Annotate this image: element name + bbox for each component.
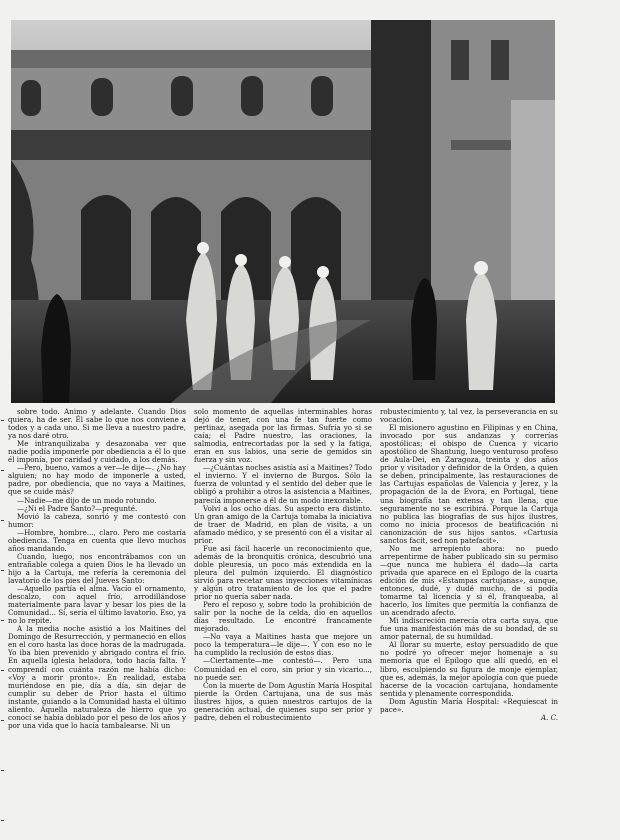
paragraph: Volví a los ocho días. Su aspecto era distinto. Un gran amigo de la Cartuja tomaba la iniciativa de traer de Madrid, en plan de visita, a un afamado médico, y se presentó con él a visitar al prior. [194, 503, 372, 545]
paragraph: —Nadie—me dijo de un modo rotundo. [17, 495, 157, 505]
paragraph: Dom Agustín María Hospital: «Requiescat in pace». [380, 696, 558, 714]
paragraph: Cuando, luego, nos encontrábamos con un entrañable colega a quien Dios le ha llevado un hijo a la Cartuja, me refería la ceremonia del lavatorio de los pies del Jueves Santo: [8, 551, 186, 585]
paragraph: robustecimiento y, tal vez, la perseverancia en su vocación. [380, 408, 558, 425]
column-2 [194, 408, 372, 833]
cloister-procession-photo [11, 20, 555, 403]
margin-ticks [0, 0, 6, 840]
paragraph: Al llorar su muerte, estoy persuadido de que no podré yo ofrecer mejor homenaje a su memoria que el Epílogo que allí quedó, en el libro, esculpiendo su figura de monje ejemplar, que es, además, la mejor apología con que puede hacerse de la vocación cartujana, hondamente sentida y plenamente correspondida. [380, 640, 558, 698]
author-signature: A. C. [540, 712, 558, 722]
paragraph: —¿Cuántas noches asistía así a Maitines? Todo el invierno. Y el invierno de Burgos. Sólo la fuerza de voluntad y el sentido del deber que le obligó a prohibir a otros la asistencia a Maitines, parecía imponerse a él de un modo inexorable. [194, 463, 372, 505]
paragraph: —Aquello partía el alma. Vacío el ornamento, descalzo, con aquel frío, arrodillándose materialmente para lavar y besar los pies de la Comunidad... Sí, sería el último lavatorio. Eso, ya no lo repite. [8, 584, 186, 626]
article-body [8, 408, 558, 833]
paragraph: —Ciertamente—me contestó—. Pero una Comunidad en el coro, sin prior y sin vicario..., no puede ser. [194, 656, 372, 682]
paragraph: —Hombre, hombre..., claro. Pero me costaría obediencia. Tenga en cuenta que llevo muchos años mandando. [8, 527, 186, 553]
paragraph: solo momento de aquellas interminables horas dejó de tener, con una fe tan fuerte como pertinaz, asegada por las firmas. Sufría yo si se caía; el Padre nuestro, las oraciones, la salmodia, entrecortadas por la sed y la fatiga, eran en sus labios, una serie de gemidos sin fuerza y sin voz. [194, 408, 372, 465]
paragraph: Movió la cabeza, sonrió y me contestó con humor: [8, 511, 186, 529]
paragraph: —No vaya a Maitines hasta que mejore un poco la temperatura—le dije—. Y con eso no le ha cumplido la reclusión de estos días. [194, 632, 372, 658]
paragraph: El misionero agustino en Filipinas y en China, invocado por sus andanzas y correrías apostólicas; el obispo de Cuenca y vicario apostólico de Shantung, luego venturoso profeso de Aula-Dei, en Zaragoza, treinta y dos años prior y visitador y definidor de la Orden, a quien se deben, principalmente, las restauraciones de las Cartujas españolas de Valencia y Jerez, y la propagación de la de Evora, en Portugal, tiene una biografía tan extensa y tan llena, que seguramente no se escribirá. Porque la Cartuja no publica las biografías de sus hijos ilustres, como no inicia procesos de beatificación ni canonización de sus hijos santos. «Cartusia sanctos facit, sed non patefacit». [380, 423, 558, 545]
column-3 [380, 408, 558, 833]
paragraph: Fue así fácil hacerle un reconocimiento que, además de la bronquitis crónica, descubrió una doble pleuresía, un poco más extendida en la pleura del pulmón izquierdo. El diagnóstico sirvió para recetar unas inyecciones vitamínicas y algún otro tratamiento de los que el padre prior no quería saber nada. [194, 543, 372, 602]
paragraph: A la media noche asistió a los Maitines del Domingo de Resurrección, y permaneció en ellos en el coro hasta las doce horas de la madrugada. Yo iba bien prevenido y abrigado contra el frío. En aquella iglesia heladora, todo hacía falta. Y comprendí con cuánta razón me había dicho: «Voy a morir pronto». En realidad, estaba muriéndose en pie, día a día, sin dejar de cumplir su deber de Prior hasta el último instante, guiando a la Comunidad hasta el último aliento. Aquella naturaleza de hierro que yo conocí se había doblado por el peso de los años y por una vida que lo hacía tambalearse. Ni un [8, 624, 186, 730]
paragraph: Mi indiscreción merecía otra carta suya, que fue una manifestación más de su bondad, de su amor paternal, de su humildad. [380, 616, 558, 642]
paragraph: No me arrepiento ahora: no puedo arrepentirme de haber publicado sin su permiso—que nunca me hubiera él dado—la carta privada que aparece en el Epílogo de la cuarta edición de mis «Estampas cartujanas», aunque, entonces, dudé, y dudé mucho, de si podía tomarme tal licencia y si él, franqueaba, al hacerlo, los límites que permitía la confianza de un acendrado afecto. [380, 543, 558, 618]
photo-illustration [11, 20, 555, 403]
paragraph: —Pero, bueno, vamos a ver—le dije—. ¿No hay alguien; no hay modo de imponerle a usted, padre, por obediencia, que no vaya a Maitines, que se cuide más? [8, 463, 186, 497]
paragraph: Me intranquilizaba y desazonaba ver que nadie podía imponerle por obediencia a él lo que él imponía, por caridad y cuidado, a los demás. [8, 439, 186, 465]
paragraph: sobre todo. Animo y adelante. Cuando Dios quiera, ha de ser. Él sabe lo que nos conviene a todos y a cada uno. Si me lleva a nuestro padre, ya nos daré otro. [8, 408, 186, 441]
paragraph: Con la muerte de Dom Agustín María Hospital pierde la Orden Cartujana, una de sus más ilustres hijos, a quien nuestros cartujos de la generación actual, de quienes supo ser prior y padre, deben el robustecimiento [194, 680, 372, 722]
paragraph: Pero el reposo y, sobre todo la prohibición de salir por la noche de la celda, dio en aquellos días resultado. Le encontré francamente mejorado. [194, 600, 372, 634]
column-1 [8, 408, 186, 833]
paragraph: —¿Ni el Padre Santo?—pregunté. [17, 503, 138, 513]
